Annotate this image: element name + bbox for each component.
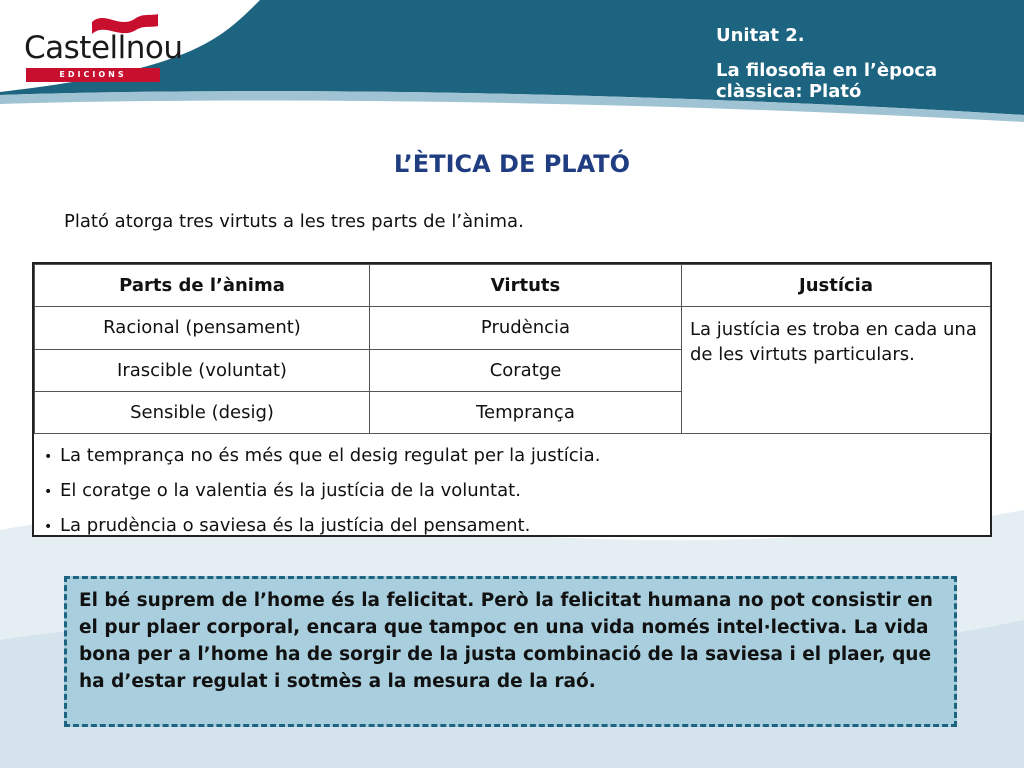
unit-title: Unitat 2. bbox=[716, 25, 805, 46]
bullet-icon: • bbox=[44, 484, 53, 500]
cell-virtue: Prudència bbox=[370, 307, 682, 349]
cell-part: Irascible (voluntat) bbox=[35, 349, 370, 391]
header-parts: Parts de l’ànima bbox=[35, 265, 370, 307]
logo-name: Castellnou bbox=[24, 30, 183, 66]
bullet-text: El coratge o la valentia és la justícia de la voluntat. bbox=[60, 480, 521, 501]
cell-virtue: Coratge bbox=[370, 349, 682, 391]
summary-callout: El bé suprem de l’home és la felicitat. Però la felicitat humana no pot consistir en el pur plaer corporal, encara que tampoc en una vida només intel·lectiva. La vida bona per a l’home ha de sorgir de la justa combinació de la saviesa i el plaer, que ha d’estar regulat i sotmès a la mesura de la raó. bbox=[64, 576, 957, 727]
cell-part: Racional (pensament) bbox=[35, 307, 370, 349]
justice-bullet-list bbox=[34, 434, 990, 546]
publisher-logo bbox=[18, 8, 183, 88]
list-item bbox=[44, 476, 990, 511]
bullet-icon: • bbox=[44, 449, 53, 465]
logo-tagline: EDICIONS bbox=[26, 68, 160, 82]
intro-text: Plató atorga tres virtuts a les tres parts de l’ànima. bbox=[64, 211, 524, 232]
page-title: L’ÈTICA DE PLATÓ bbox=[393, 150, 631, 178]
cell-virtue: Temprança bbox=[370, 391, 682, 433]
cell-part: Sensible (desig) bbox=[35, 391, 370, 433]
table-header-row bbox=[35, 265, 991, 307]
bullet-text: La temprança no és més que el desig regulat per la justícia. bbox=[60, 445, 601, 466]
table-row bbox=[35, 307, 991, 349]
unit-subtitle: La filosofia en l’època clàssica: Plató bbox=[716, 60, 938, 102]
cell-justice: La justícia es troba en cada una de les virtuts particulars. bbox=[682, 307, 991, 434]
list-item bbox=[44, 441, 990, 476]
list-item bbox=[44, 511, 990, 546]
ethics-table bbox=[32, 262, 992, 537]
header-virtues: Virtuts bbox=[370, 265, 682, 307]
header-justice: Justícia bbox=[682, 265, 991, 307]
bullet-icon: • bbox=[44, 519, 53, 535]
bullet-text: La prudència o saviesa és la justícia del pensament. bbox=[60, 515, 531, 536]
